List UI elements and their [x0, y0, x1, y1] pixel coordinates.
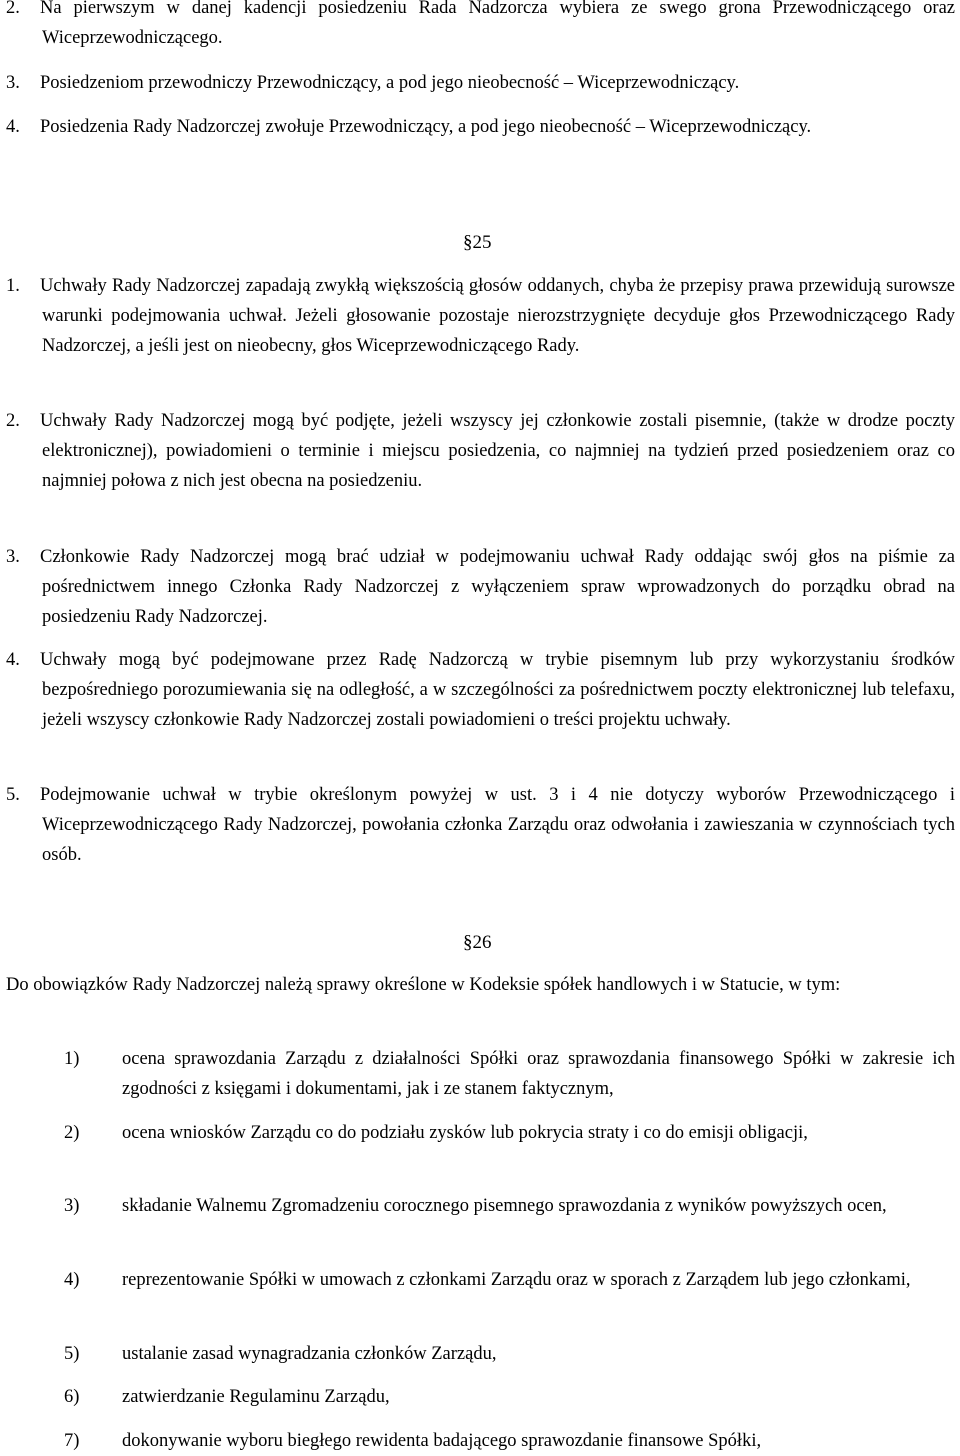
- paragraph-25-2: [6, 406, 955, 496]
- paragraph-number: 4.: [6, 650, 20, 670]
- list-item-text: dokonywanie wyboru biegłego rewidenta badającego sprawozdanie finansowe Spółki,: [122, 1431, 762, 1451]
- paragraph-number: 2.: [6, 0, 20, 18]
- section-26-intro: Do obowiązków Rady Nadzorczej należą sprawy określone w Kodeksie spółek handlowych i w Statucie, w tym:: [6, 975, 841, 995]
- list-item-number: 3): [64, 1196, 80, 1216]
- list-item-number: 2): [64, 1123, 80, 1143]
- paragraph-25-5: [6, 780, 955, 870]
- paragraph-number: 5.: [6, 785, 20, 805]
- paragraph-text: Uchwały Rady Nadzorczej mogą być podjęte, jeżeli wszyscy jej członkowie zostali pisemnie, (także w drodze poczty elektronicznej), powiadomieni o terminie i miejscu posiedzenia, co najmniej na tydzień przed posiedzeniem oraz co najmniej połowa z nich jest obecna na posiedzeniu.: [40, 411, 955, 491]
- paragraph-text: Posiedzenia Rady Nadzorczej zwołuje Przewodniczący, a pod jego nieobecność – Wiceprzewodniczący.: [40, 117, 812, 137]
- list-item-2: [64, 1118, 955, 1148]
- list-item-4: [64, 1265, 955, 1295]
- list-item-5: [64, 1339, 955, 1369]
- paragraph-2-top: [6, 0, 955, 53]
- paragraph-4-top: [6, 112, 955, 142]
- list-item-text: ocena sprawozdania Zarządu z działalności Spółki oraz sprawozdania finansowego Spółki w zakresie ich zgodności z księgami i dokumentami, jak i ze stanem faktycznym,: [122, 1049, 955, 1099]
- paragraph-number: 3.: [6, 547, 20, 567]
- section-25-heading: §25: [463, 232, 492, 253]
- section-26-heading: §26: [463, 932, 492, 953]
- list-item-number: 7): [64, 1431, 80, 1451]
- paragraph-text: Posiedzeniom przewodniczy Przewodniczący, a pod jego nieobecność – Wiceprzewodniczący.: [40, 73, 740, 93]
- paragraph-text: Na pierwszym w danej kadencji posiedzeniu Rada Nadzorcza wybiera ze swego grona Przewodniczącego oraz Wiceprzewodniczącego.: [40, 0, 955, 48]
- list-item-text: składanie Walnemu Zgromadzeniu corocznego pisemnego sprawozdania z wyników powyższych ocen,: [122, 1196, 887, 1216]
- paragraph-text: Członkowie Rady Nadzorczej mogą brać udział w podejmowaniu uchwał Rady oddając swój głos na piśmie za pośrednictwem innego Członka Rady Nadzorczej z wyłączeniem spraw wprowadzonych do porządku obrad na posiedzeniu Rady Nadzorczej.: [40, 547, 955, 627]
- paragraph-number: 2.: [6, 411, 20, 431]
- list-item-number: 6): [64, 1387, 80, 1407]
- paragraph-3-top: [6, 68, 955, 98]
- list-item-text: ocena wniosków Zarządu co do podziału zysków lub pokrycia straty i co do emisji obligacji,: [122, 1123, 808, 1143]
- paragraph-25-3: [6, 542, 955, 632]
- paragraph-number: 4.: [6, 117, 20, 137]
- list-item-text: reprezentowanie Spółki w umowach z członkami Zarządu oraz w sporach z Zarządem lub jego członkami,: [122, 1270, 911, 1290]
- list-item-number: 4): [64, 1270, 80, 1290]
- list-item-7: [64, 1426, 955, 1456]
- paragraph-number: 3.: [6, 73, 20, 93]
- paragraph-25-4: [6, 645, 955, 735]
- list-item-text: ustalanie zasad wynagradzania członków Zarządu,: [122, 1344, 497, 1364]
- list-item-6: [64, 1382, 955, 1412]
- paragraph-25-1: [6, 271, 955, 361]
- paragraph-text: Uchwały Rady Nadzorczej zapadają zwykłą większością głosów oddanych, chyba że przepisy prawa przewidują surowsze warunki podejmowania uchwał. Jeżeli głosowanie pozostaje nierozstrzygnięte decyduje głos Przewodniczącego Rady Nadzorczej, a jeśli jest on nieobecny, głos Wiceprzewodniczącego Rady.: [40, 276, 955, 356]
- list-item-number: 1): [64, 1049, 80, 1069]
- list-item-text: zatwierdzanie Regulaminu Zarządu,: [122, 1387, 390, 1407]
- list-item-3: [64, 1191, 955, 1221]
- list-item-number: 5): [64, 1344, 80, 1364]
- paragraph-text: Podejmowanie uchwał w trybie określonym powyżej w ust. 3 i 4 nie dotyczy wyborów Przewodniczącego i Wiceprzewodniczącego Rady Nadzorczej, powołania członka Zarządu oraz odwołania i zawieszania w czynnościach tych osób.: [40, 785, 955, 865]
- list-item-1: [64, 1044, 955, 1104]
- paragraph-text: Uchwały mogą być podejmowane przez Radę Nadzorczą w trybie pisemnym lub przy wykorzystaniu środków bezpośredniego porozumiewania się na odległość, a w szczególności za pośrednictwem poczty elektronicznej lub telefaxu, jeżeli wszyscy członkowie Rady Nadzorczej zostali powiadomieni o treści projektu uchwały.: [40, 650, 955, 730]
- paragraph-number: 1.: [6, 276, 20, 296]
